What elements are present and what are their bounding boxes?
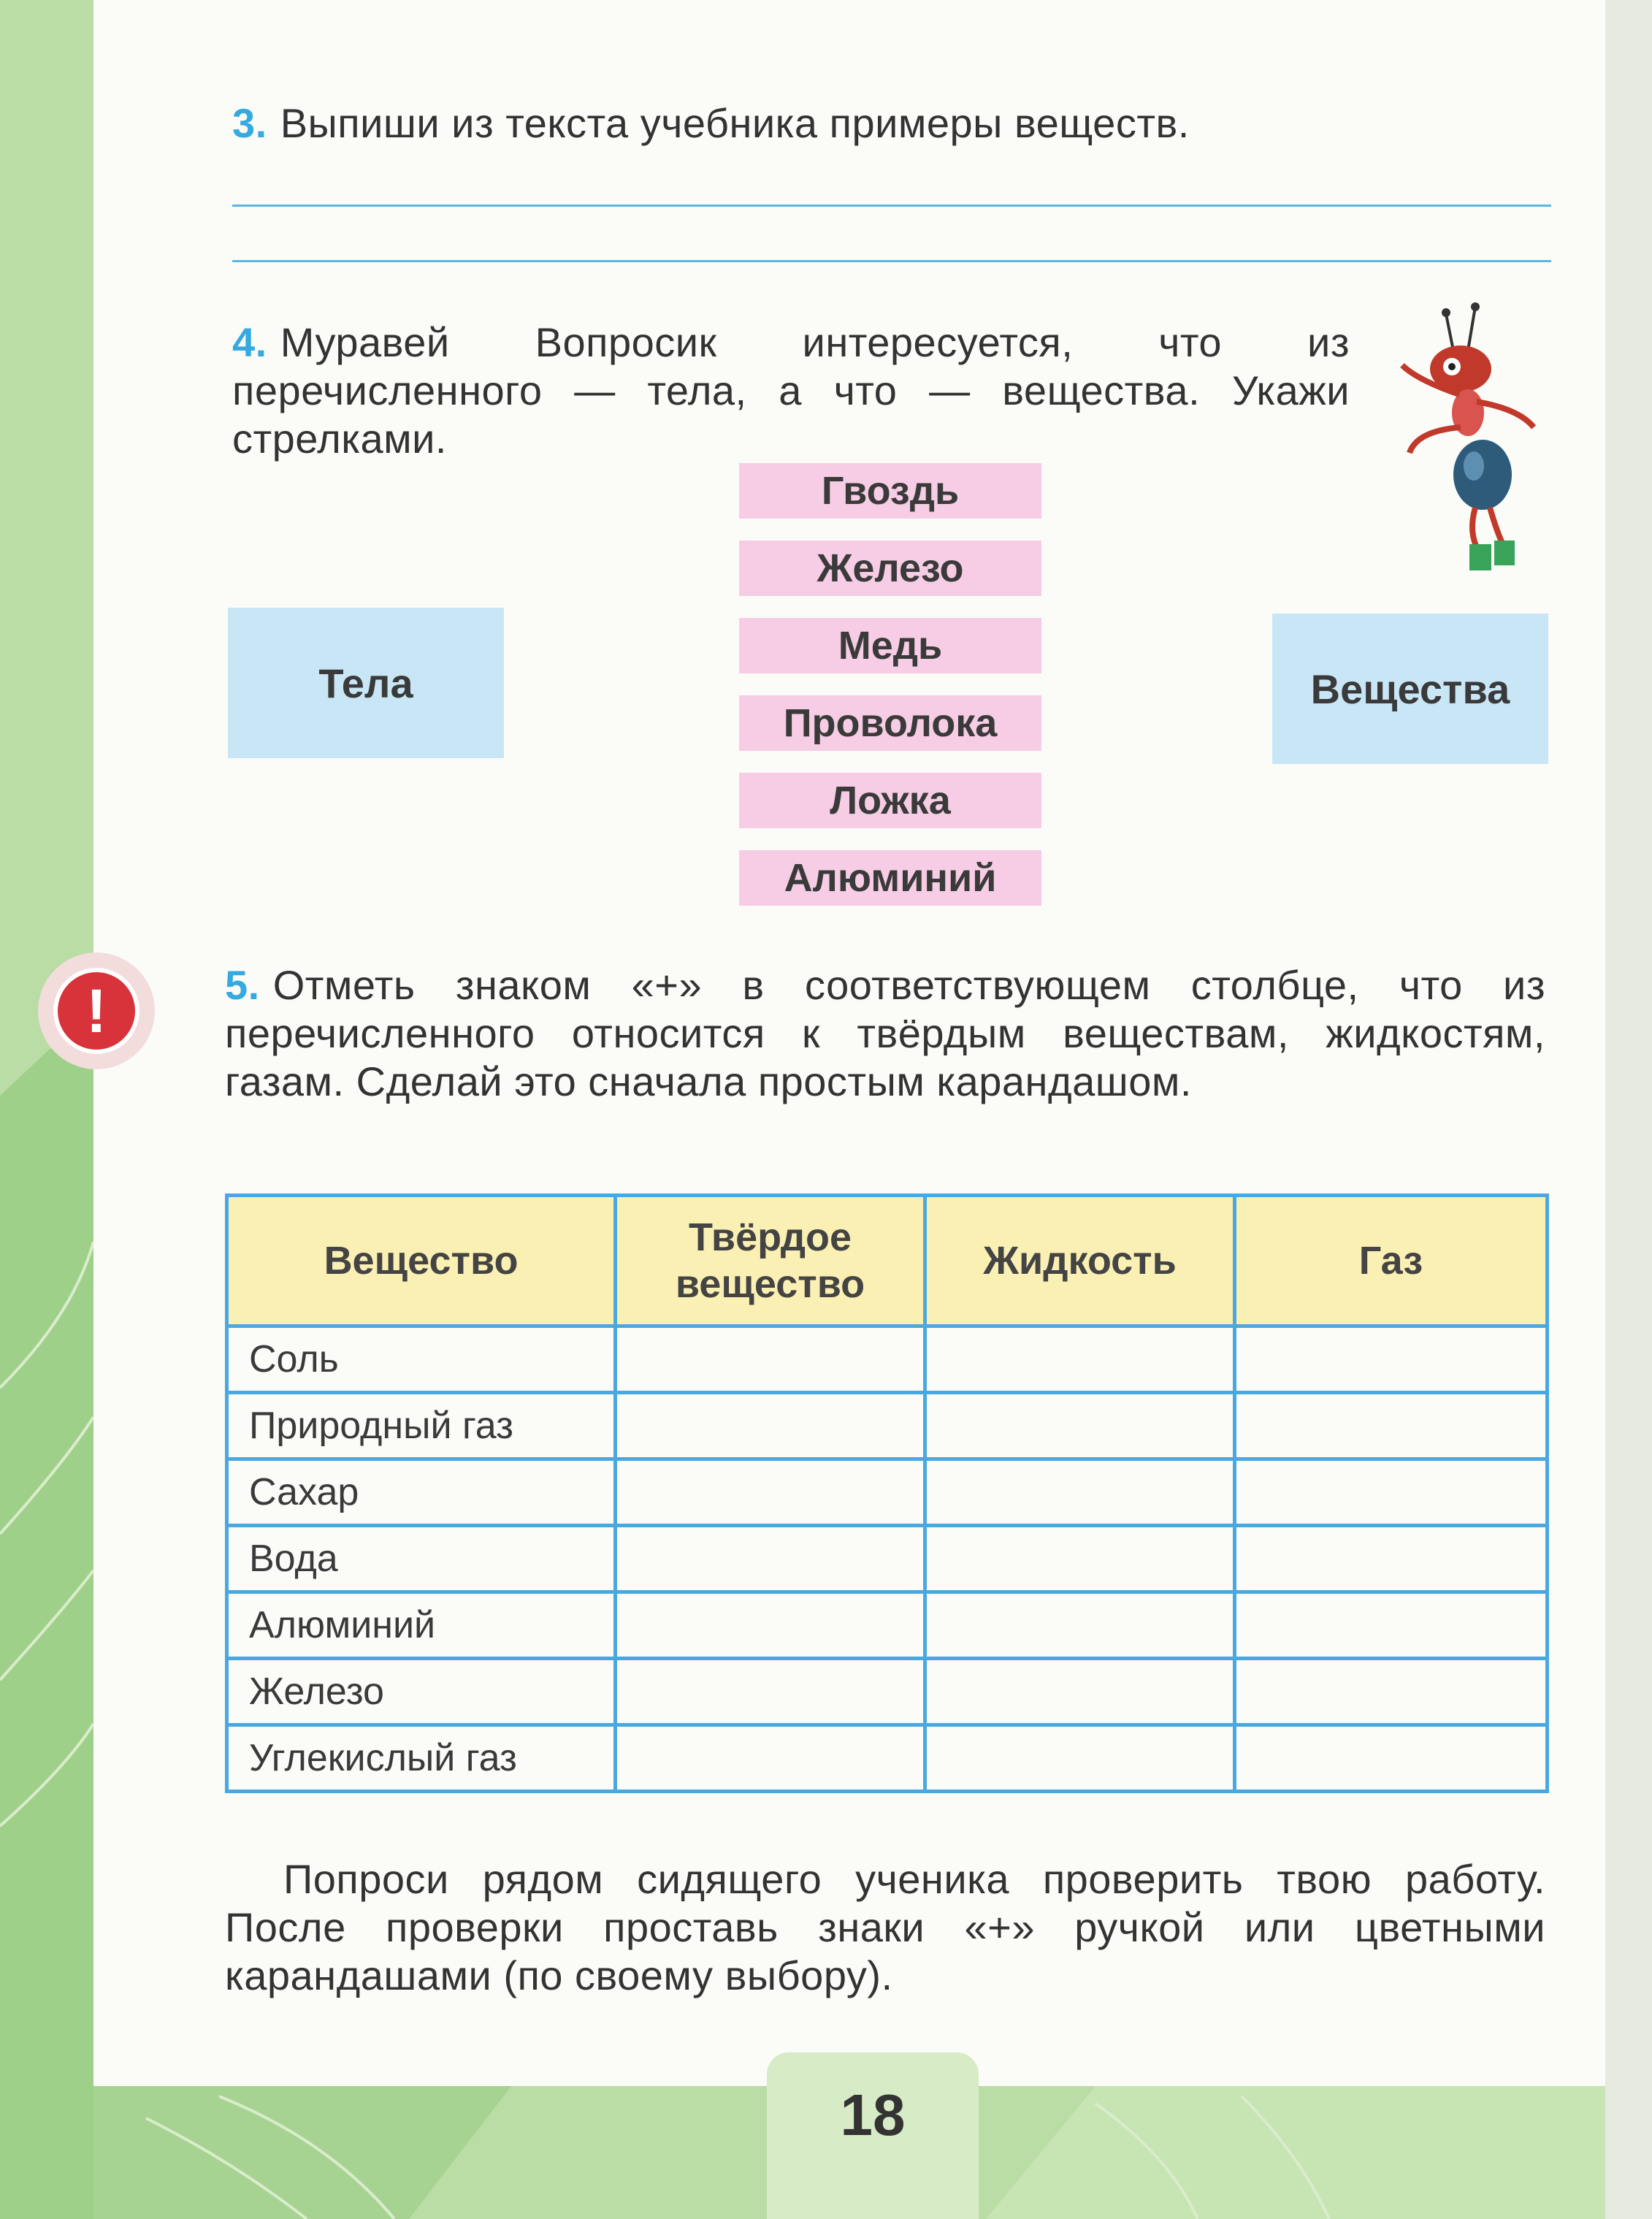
- solid-cell[interactable]: [616, 1659, 925, 1725]
- gas-cell[interactable]: [1235, 1659, 1548, 1725]
- solid-cell[interactable]: [616, 1526, 925, 1592]
- task-5: [225, 961, 1545, 1106]
- task-4: [232, 318, 1350, 463]
- liquid-cell[interactable]: [925, 1659, 1235, 1725]
- liquid-cell[interactable]: [925, 1393, 1235, 1459]
- item-chip-1[interactable]: Гвоздь: [739, 463, 1041, 519]
- answer-line-1[interactable]: [232, 205, 1551, 207]
- row-label: Вода: [227, 1526, 616, 1592]
- task-5-footer: Попроси рядом сидящего ученика проверить твою работу. После проверки проставь знаки «+» ручкой или цветными карандашами (по своему выбору).: [225, 1856, 1545, 1998]
- gas-cell[interactable]: [1235, 1526, 1548, 1592]
- solid-cell[interactable]: [616, 1326, 925, 1393]
- solid-cell[interactable]: [616, 1725, 925, 1792]
- item-chip-4[interactable]: Проволока: [739, 695, 1041, 751]
- liquid-cell[interactable]: [925, 1592, 1235, 1659]
- row-label: Углекислый газ: [227, 1725, 616, 1792]
- classification-table: [225, 1193, 1549, 1793]
- task-5-text: Отметь знаком «+» в соответствующем столбце, что из перечисленного относится к твёрдым веществам, жидкостям, газам. Сделай это сначала простым карандашом.: [225, 962, 1545, 1104]
- task-5-number: 5.: [225, 962, 260, 1008]
- important-alert-badge: [38, 952, 155, 1069]
- table-row: [227, 1459, 1548, 1526]
- gas-cell[interactable]: [1235, 1459, 1548, 1526]
- header-solid: Твёрдое вещество: [616, 1196, 925, 1326]
- answer-line-2[interactable]: [232, 260, 1551, 262]
- row-label: Природный газ: [227, 1393, 616, 1459]
- header-gas: Газ: [1235, 1196, 1548, 1326]
- substances-box[interactable]: Вещества: [1272, 614, 1548, 764]
- table-row: [227, 1326, 1548, 1393]
- solid-cell[interactable]: [616, 1459, 925, 1526]
- task-3-text: Выпиши из текста учебника примеры веществ.: [280, 100, 1190, 146]
- gas-cell[interactable]: [1235, 1326, 1548, 1393]
- item-chip-6[interactable]: Алюминий: [739, 850, 1041, 906]
- item-chip-2[interactable]: Железо: [739, 541, 1041, 596]
- item-chip-5[interactable]: Ложка: [739, 773, 1041, 828]
- table-row: [227, 1592, 1548, 1659]
- task-3-number: 3.: [232, 100, 267, 146]
- table-row: [227, 1526, 1548, 1592]
- gas-cell[interactable]: [1235, 1393, 1548, 1459]
- page-number: 18: [767, 2052, 979, 2219]
- ant-character-illustration: [1388, 299, 1563, 577]
- table-row: [227, 1659, 1548, 1725]
- task-4-number: 4.: [232, 319, 267, 365]
- liquid-cell[interactable]: [925, 1526, 1235, 1592]
- table-row: [227, 1725, 1548, 1792]
- table-header-row: [227, 1196, 1548, 1326]
- solid-cell[interactable]: [616, 1592, 925, 1659]
- bodies-box[interactable]: Тела: [228, 608, 504, 758]
- header-liquid: Жидкость: [925, 1196, 1235, 1326]
- exclamation-icon: !: [53, 968, 139, 1054]
- row-label: Железо: [227, 1659, 616, 1725]
- liquid-cell[interactable]: [925, 1459, 1235, 1526]
- task-4-text: Муравей Вопросик интересуется, что из перечисленного — тела, а что — вещества. Укажи стрелками.: [232, 319, 1350, 462]
- gas-cell[interactable]: [1235, 1725, 1548, 1792]
- header-substance: Вещество: [227, 1196, 616, 1326]
- row-label: Алюминий: [227, 1592, 616, 1659]
- liquid-cell[interactable]: [925, 1326, 1235, 1393]
- row-label: Сахар: [227, 1459, 616, 1526]
- table-row: [227, 1393, 1548, 1459]
- gas-cell[interactable]: [1235, 1592, 1548, 1659]
- item-chip-3[interactable]: Медь: [739, 618, 1041, 673]
- task-3: [232, 99, 1551, 148]
- liquid-cell[interactable]: [925, 1725, 1235, 1792]
- row-label: Соль: [227, 1326, 616, 1393]
- solid-cell[interactable]: [616, 1393, 925, 1459]
